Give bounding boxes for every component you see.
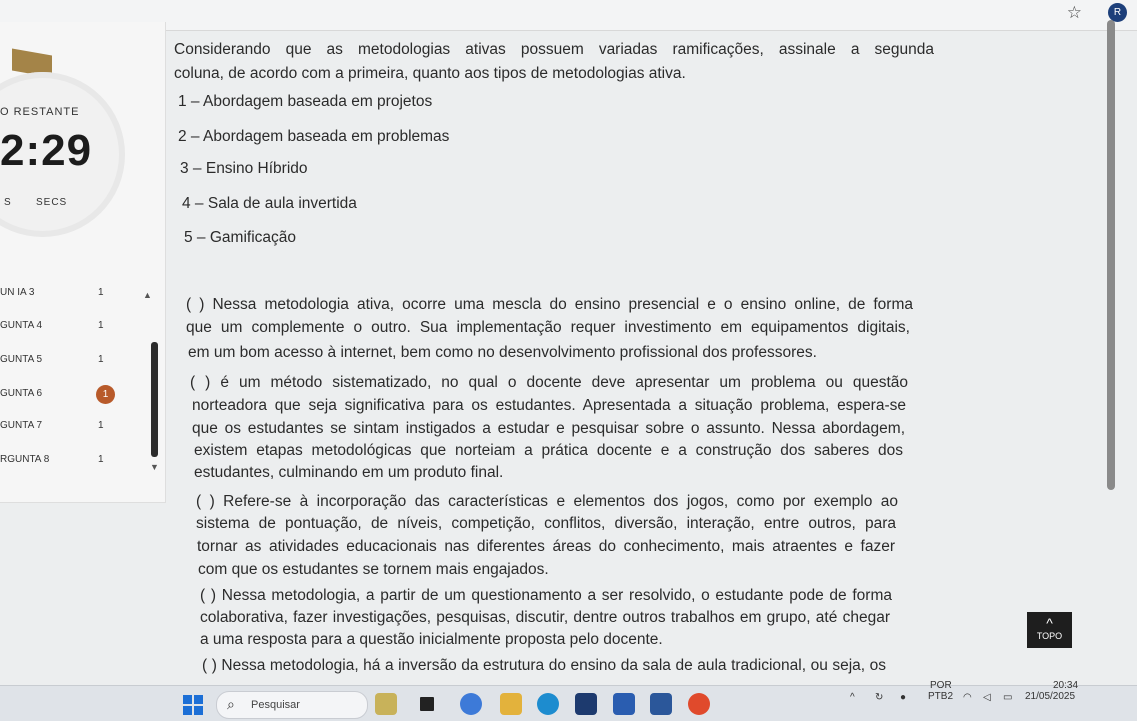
task-view-icon[interactable]: [420, 697, 434, 711]
file-explorer-icon[interactable]: [500, 693, 522, 715]
question-list-item[interactable]: [0, 287, 150, 307]
question-list-item-current[interactable]: [0, 388, 150, 408]
option-item: 3 – Ensino Híbrido: [180, 160, 308, 177]
timer-unit-seconds: SECS: [36, 197, 68, 208]
question-list-scroll-up-icon[interactable]: ▲: [143, 290, 152, 300]
statement-line: a uma resposta para a questão inicialmente proposta pelo docente.: [200, 631, 663, 648]
question-prompt-line: coluna, de acordo com a primeira, quanto aos tipos de metodologias ativa.: [174, 65, 686, 82]
chevron-up-icon: ^: [1046, 615, 1053, 631]
timer-value: 2:29: [0, 126, 93, 175]
question-list-scrollbar[interactable]: [151, 342, 158, 457]
question-prompt-line: Considerando que as metodologias ativas possuem variadas ramificações, assinale a segunda: [174, 41, 934, 58]
statement-line: ( ) é um método sistematizado, no qual o docente deve apresentar um problema ou questão: [190, 374, 908, 391]
question-count: 1: [98, 420, 104, 431]
quiz-sidebar: [0, 22, 166, 503]
volume-icon[interactable]: ◁: [983, 692, 991, 703]
option-item: 1 – Abordagem baseada em projetos: [178, 93, 433, 110]
language-top[interactable]: POR: [930, 680, 952, 691]
question-name: GUNTA 7: [0, 420, 43, 431]
question-list-item[interactable]: [0, 320, 150, 340]
question-list-item[interactable]: [0, 454, 150, 474]
sync-icon[interactable]: ↻: [875, 692, 884, 703]
taskbar-search[interactable]: [216, 691, 368, 719]
windows-start-icon[interactable]: [183, 695, 203, 715]
question-name: GUNTA 5: [0, 354, 43, 365]
browser-toolbar: [0, 0, 1137, 31]
statement-line: com que os estudantes se tornem mais engajados.: [198, 561, 549, 578]
question-list-item[interactable]: [0, 354, 150, 374]
question-name: RGUNTA 8: [0, 454, 50, 465]
page-scrollbar[interactable]: [1107, 20, 1115, 490]
statement-line: que os estudantes se sintam instigados a estudar e pesquisar sobre o assunto. Nessa abordagem,: [192, 420, 905, 437]
statement-line: ( ) Nessa metodologia, a partir de um questionamento a ser resolvido, o estudante pode de forma: [200, 587, 892, 604]
question-count: 1: [98, 320, 104, 331]
chrome-icon[interactable]: [688, 693, 710, 715]
statement-line: estudantes, culminando em um produto final.: [194, 464, 504, 481]
question-name: UN IA 3: [0, 287, 35, 298]
search-placeholder: Pesquisar: [251, 699, 300, 711]
statement-line: ( ) Refere-se à incorporação das características e elementos dos jogos, como por exemplo ao: [196, 493, 898, 510]
option-item: 2 – Abordagem baseada em problemas: [178, 128, 450, 145]
cloud-icon[interactable]: ●: [900, 692, 907, 703]
back-to-top-label: TOPO: [1036, 631, 1063, 641]
timer-unit-minutes: S: [4, 197, 11, 208]
question-count: 1: [98, 287, 104, 298]
timer-label: O RESTANTE: [0, 106, 80, 118]
statement-line: ( ) Nessa metodologia ativa, ocorre uma mescla do ensino presencial e o ensino online, de forma: [186, 296, 913, 313]
question-name: GUNTA 4: [0, 320, 43, 331]
store-icon[interactable]: [575, 693, 597, 715]
bookmark-star-icon[interactable]: ☆: [1066, 3, 1082, 22]
option-item: 5 – Gamificação: [184, 229, 296, 246]
profile-avatar[interactable]: R: [1108, 3, 1127, 22]
widget-icon[interactable]: [375, 693, 397, 715]
statement-line: ( ) Nessa metodologia, há a inversão da estrutura do ensino da sala de aula tradicional, ou seja, os: [202, 657, 886, 674]
edge-browser-icon[interactable]: [537, 693, 559, 715]
word-icon[interactable]: [650, 693, 672, 715]
language-bottom[interactable]: PTB2: [928, 691, 954, 702]
search-icon: ⌕: [227, 696, 235, 712]
copilot-icon[interactable]: [460, 693, 482, 715]
wifi-icon[interactable]: ◠: [963, 692, 972, 703]
question-content: [170, 30, 1120, 680]
question-count: 1: [98, 354, 104, 365]
statement-line: colaborativa, fazer investigações, pesquisas, discutir, dentre outros trabalhos em grupo, até chegar: [200, 609, 890, 626]
question-list-item[interactable]: [0, 420, 150, 440]
question-list-scroll-down-icon[interactable]: ▼: [150, 462, 159, 472]
clock-date[interactable]: 21/05/2025: [1025, 691, 1076, 702]
question-name: GUNTA 6: [0, 388, 43, 399]
option-item: 4 – Sala de aula invertida: [182, 195, 357, 212]
clock-time[interactable]: 20:34: [1053, 680, 1079, 691]
question-count-badge: 1: [96, 385, 115, 404]
statement-line: que um complemente o outro. Sua implementação requer investimento em equipamentos digitais,: [186, 319, 910, 336]
dell-icon[interactable]: [613, 693, 635, 715]
statement-line: tornar as atividades educacionais nas diferentes áreas do conhecimento, mais atraentes e fazer: [197, 538, 895, 555]
statement-line: em um bom acesso à internet, bem como no desenvolvimento profissional dos professores.: [188, 344, 817, 361]
back-to-top-button[interactable]: [1027, 612, 1072, 648]
tray-overflow-chevron-icon[interactable]: ^: [850, 692, 855, 703]
statement-line: existem etapas metodológicas que norteiam a prática docente e a construção dos saberes dos: [194, 442, 903, 459]
statement-line: sistema de pontuação, de níveis, competição, conflitos, diversão, interação, entre outros, para: [196, 515, 896, 532]
battery-icon[interactable]: ▭: [1003, 692, 1013, 703]
question-count: 1: [98, 454, 104, 465]
windows-taskbar: [0, 680, 1137, 721]
statement-line: norteadora que seja significativa para os estudantes. Apresentada a situação problema, espera-se: [192, 397, 906, 414]
